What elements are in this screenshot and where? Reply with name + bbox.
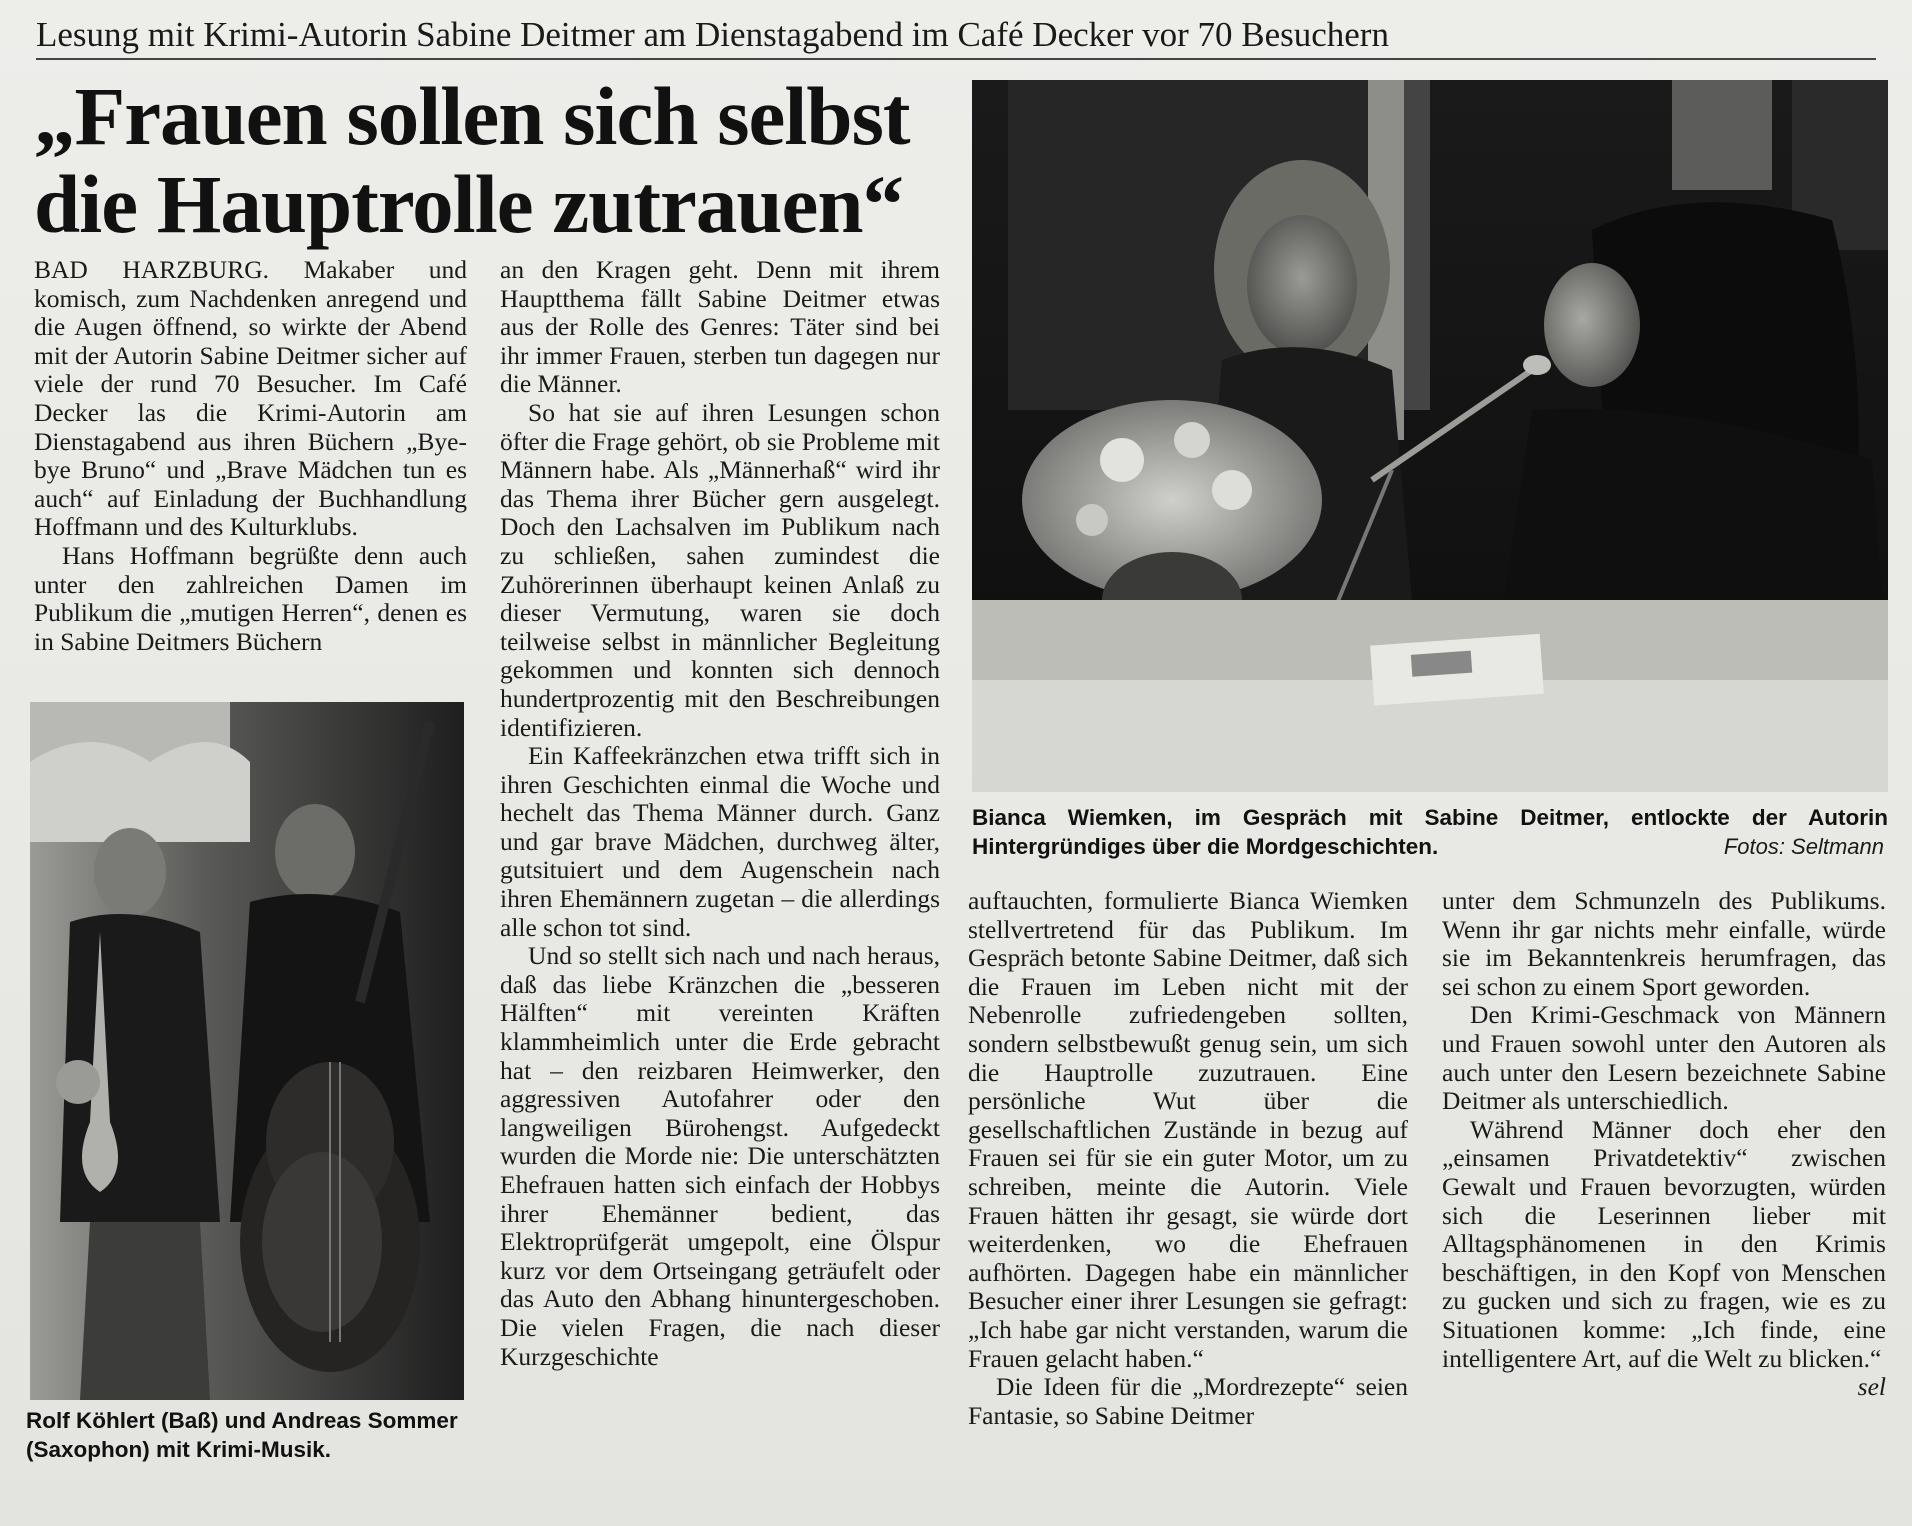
article-column-1 <box>34 256 467 656</box>
band-photo-caption: Rolf Köhlert (Baß) und Andreas Sommer (Saxophon) mit Krimi-Musik. <box>26 1408 458 1462</box>
paragraph: Und so stellt sich nach und nach heraus, daß das liebe Kränzchen die „besseren Hälften“ mit vereinten Kräften klammheimlich unter die Erde gebracht hat – den reizbaren Heimwerker, den aggressiven Autofahrer oder den langweiligen Bürohengst. Aufgedeckt wurden die Morde nie: Die unterschätzten Ehefrauen hatten sich einfach der Hobbys ihrer Ehemänner bedient, das Elektroprüfgerät umgepolt, eine Ölspur kurz vor dem Ortseingang geträufelt oder das Auto den Abhang hinuntergeschoben. Die vielen Fragen, die nach dieser Kurzgeschichte <box>500 941 940 1371</box>
headline-line-2: die Hauptrolle zutrauen“ <box>34 158 904 250</box>
paragraph: Während Männer doch eher den „einsamen Privatdetektiv“ zwischen Gewalt und Frauen bevorzugten, würden sich die Leserinnen lieber mit Alltagsphänomenen in den Krimis beschäftigen, in den Kopf von Menschen zu gucken und sich zu fragen, wie es zu Situationen komme: „Ich finde, eine intelligentere Art, auf die Welt zu blicken.“ <box>1442 1114 1886 1373</box>
paragraph: auftauchten, formulierte Bianca Wiemken stellvertretend für das Publikum. Im Gespräch betonte Sabine Deitmer, daß sich die Frauen im Leben nicht mit der Nebenrolle zufriedengeben sollten, sondern selbstbewußt genug sein, um sich die Hauptrolle zuzutrauen. Eine persönliche Wut über die gesellschaftlichen Zustände in bezug auf Frauen sei für sie ein guter Motor, um zu schreiben, meinte die Autorin. Viele Frauen hätten ihr gesagt, sie würde dort weiterdenken, wo die Ehefrauen aufhörten. Dagegen habe ein männlicher Besucher einer ihrer Lesungen sie gefragt: „Ich habe gar nicht verstanden, warum die Frauen gelacht haben.“ <box>968 886 1408 1373</box>
kicker-line: Lesung mit Krimi-Autorin Sabine Deitmer am Dienstagabend im Café Decker vor 70 Besuchern <box>36 14 1876 60</box>
paragraph: So hat sie auf ihren Lesungen schon öfter die Frage gehört, ob sie Probleme mit Männern habe. Als „Männerhaß“ wird ihr das Thema ihrer Bücher gern ausgelegt. Doch den Lachsalven im Publikum nach zu schließen, sahen zumindest die Zuhörerinnen überhaupt keinen Anlaß zu dieser Vermutung, waren sie doch teilweise selbst in männlicher Begleitung gekommen und konnten sich dennoch hundertprozentig mit den Beschreibungen identifizieren. <box>500 397 940 742</box>
author-signature: sel <box>1857 1372 1886 1402</box>
paragraph: an den Kragen geht. Denn mit ihrem Hauptthema fällt Sabine Deitmer etwas aus der Rolle des Genres: Täter sind bei ihr immer Frauen, sterben tun dagegen nur die Männer. <box>500 255 940 399</box>
headline <box>34 72 954 248</box>
interview-photo-image <box>972 80 1888 792</box>
article-column-4 <box>1442 887 1886 1402</box>
band-photo-image <box>30 702 464 1400</box>
paragraph: Die Ideen für die „Mordrezepte“ seien Fantasie, so Sabine Deitmer <box>968 1372 1408 1430</box>
paragraph: unter dem Schmunzeln des Publikums. Wenn ihr gar nichts mehr einfalle, würde sie im Bekanntenkreis herumfragen, das sei schon zu einem Sport geworden. <box>1442 886 1886 1001</box>
paragraph: Ein Kaffeekränzchen etwa trifft sich in ihren Geschichten einmal die Woche und hechelt das Thema Männer durch. Ganz und gar brave Mädchen, durchweg älter, gutsituiert und dem Augenschein nach ihren Ehemännern zugetan – die allerdings alle schon tot sind. <box>500 741 940 942</box>
paragraph: BAD HARZBURG. Makaber und komisch, zum Nachdenken anregend und die Augen öffnend, so wirkte der Abend mit der Autorin Sabine Deitmer sicher auf viele der rund 70 Besucher. Im Café Decker las die Krimi-Autorin am Dienstagabend aus ihren Büchern „Bye-bye Bruno“ und „Brave Mädchen tun es auch“ auf Einladung der Buchhandlung Hoffmann und des Kulturklubs. <box>34 255 467 542</box>
article-column-2 <box>500 256 940 1371</box>
headline-line-1: „Frauen sollen sich selbst <box>34 70 910 162</box>
band-photo <box>30 702 464 1400</box>
interview-photo-caption: Bianca Wiemken, im Gespräch mit Sabine Deitmer, entlockte der Autorin Hintergründiges über die Mordgeschichten. <box>972 805 1888 859</box>
photo-credit: Fotos: Seltmann <box>1723 834 1884 859</box>
paragraph: Hans Hoffmann begrüßte denn auch unter den zahlreichen Damen im Publikum die „mutigen Herren“, denen es in Sabine Deitmers Büchern <box>34 540 467 656</box>
paragraph: Den Krimi-Geschmack von Männern und Frauen sowohl unter den Autoren als auch unter den Lesern bezeichnete Sabine Deitmer als unterschiedlich. <box>1442 1000 1886 1116</box>
article-column-3 <box>968 887 1408 1430</box>
interview-photo <box>972 80 1888 792</box>
